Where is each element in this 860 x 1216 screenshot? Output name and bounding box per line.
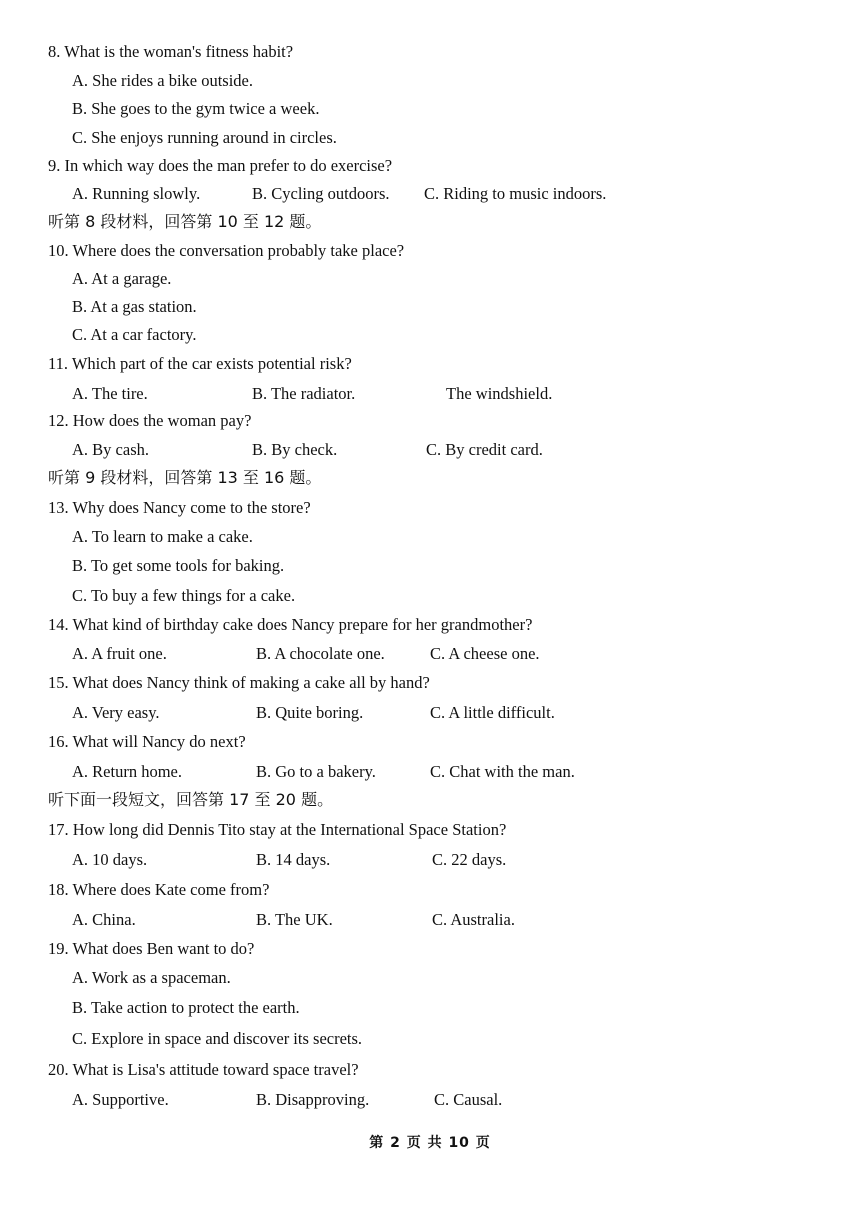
q14-option-b: B. A chocolate one. xyxy=(256,644,385,663)
question-18: 18. Where does Kate come from? xyxy=(48,880,270,899)
q8-option-b: B. She goes to the gym twice a week. xyxy=(72,99,320,118)
q8-option-a: A. She rides a bike outside. xyxy=(72,71,254,90)
question-20: 20. What is Lisa's attitude toward space travel? xyxy=(48,1060,359,1079)
q11-option-c: The windshield. xyxy=(446,384,553,403)
q9-option-c: C. Riding to music indoors. xyxy=(424,184,607,203)
q10-option-b: B. At a gas station. xyxy=(72,297,197,316)
question-9: 9. In which way does the man prefer to do exercise? xyxy=(48,156,393,175)
q15-option-a: A. Very easy. xyxy=(72,703,160,722)
question-11: 11. Which part of the car exists potential risk? xyxy=(48,354,352,373)
q10-option-c: C. At a car factory. xyxy=(72,325,197,344)
q13-option-c: C. To buy a few things for a cake. xyxy=(72,586,296,605)
question-16: 16. What will Nancy do next? xyxy=(48,732,246,751)
q12-option-b: B. By check. xyxy=(252,440,338,459)
question-12: 12. How does the woman pay? xyxy=(48,411,252,430)
q17-option-b: B. 14 days. xyxy=(256,850,331,869)
q16-option-a: A. Return home. xyxy=(72,762,182,781)
section-heading-8: 听第 8 段材料，回答第 10 至 12 题。 xyxy=(48,212,322,231)
section-heading-10: 听下面一段短文，回答第 17 至 20 题。 xyxy=(48,790,334,809)
q19-option-a: A. Work as a spaceman. xyxy=(72,968,231,987)
q17-option-c: C. 22 days. xyxy=(432,850,507,869)
q18-option-c: C. Australia. xyxy=(432,910,515,929)
question-13: 13. Why does Nancy come to the store? xyxy=(48,498,311,517)
q14-option-c: C. A cheese one. xyxy=(430,644,540,663)
q19-option-c: C. Explore in space and discover its secrets. xyxy=(72,1029,363,1048)
q18-option-b: B. The UK. xyxy=(256,910,333,929)
q11-option-b: B. The radiator. xyxy=(252,384,356,403)
question-15: 15. What does Nancy think of making a cake all by hand? xyxy=(48,673,430,692)
question-10: 10. Where does the conversation probably take place? xyxy=(48,241,405,260)
q20-option-a: A. Supportive. xyxy=(72,1090,169,1109)
q13-option-a: A. To learn to make a cake. xyxy=(72,527,253,546)
q19-option-b: B. Take action to protect the earth. xyxy=(72,998,300,1017)
question-8: 8. What is the woman's fitness habit? xyxy=(48,42,294,61)
q15-option-b: B. Quite boring. xyxy=(256,703,364,722)
q15-option-c: C. A little difficult. xyxy=(430,703,555,722)
q9-option-a: A. Running slowly. xyxy=(72,184,201,203)
q14-option-a: A. A fruit one. xyxy=(72,644,167,663)
section-heading-9: 听第 9 段材料，回答第 13 至 16 题。 xyxy=(48,468,322,487)
q17-option-a: A. 10 days. xyxy=(72,850,148,869)
question-14: 14. What kind of birthday cake does Nancy prepare for her grandmother? xyxy=(48,615,533,634)
page-number-footer: 第 2 页 共 10 页 xyxy=(369,1135,491,1151)
question-19: 19. What does Ben want to do? xyxy=(48,939,255,958)
q20-option-c: C. Causal. xyxy=(434,1090,503,1109)
q8-option-c: C. She enjoys running around in circles. xyxy=(72,128,337,147)
q16-option-c: C. Chat with the man. xyxy=(430,762,575,781)
q13-option-b: B. To get some tools for baking. xyxy=(72,556,285,575)
q10-option-a: A. At a garage. xyxy=(72,269,172,288)
question-17: 17. How long did Dennis Tito stay at the International Space Station? xyxy=(48,820,507,839)
q12-option-a: A. By cash. xyxy=(72,440,149,459)
q12-option-c: C. By credit card. xyxy=(426,440,543,459)
q9-option-b: B. Cycling outdoors. xyxy=(252,184,390,203)
q20-option-b: B. Disapproving. xyxy=(256,1090,370,1109)
q18-option-a: A. China. xyxy=(72,910,136,929)
q11-option-a: A. The tire. xyxy=(72,384,148,403)
q16-option-b: B. Go to a bakery. xyxy=(256,762,376,781)
